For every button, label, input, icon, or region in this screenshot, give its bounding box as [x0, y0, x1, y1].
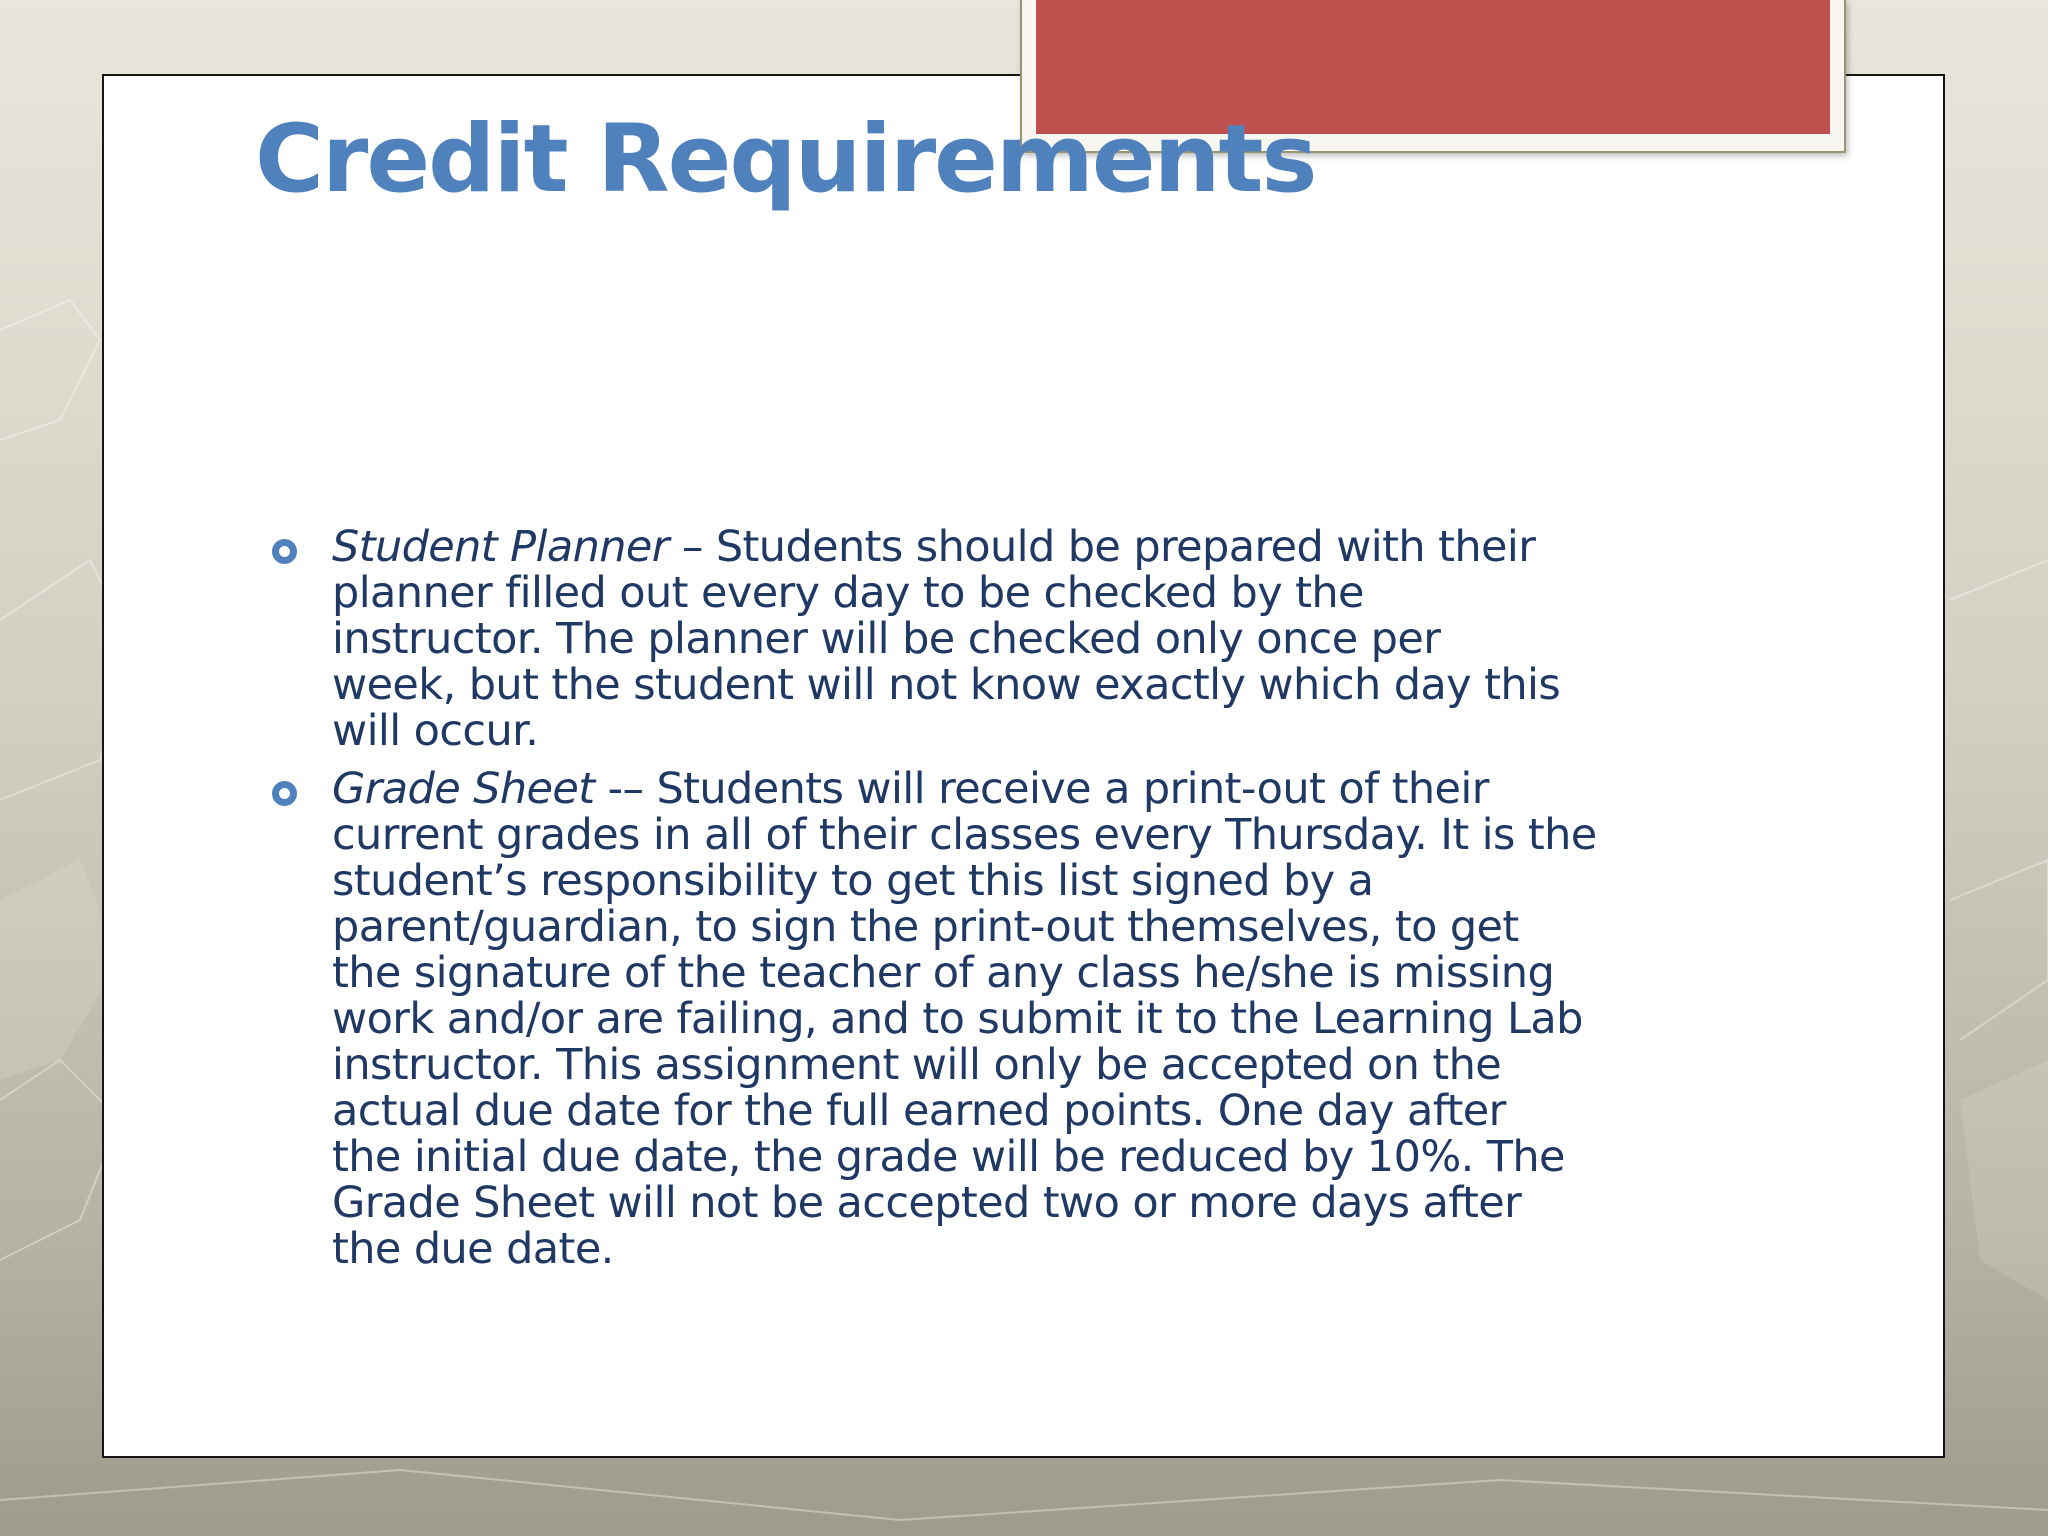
bullet-line: will occur. [332, 706, 539, 756]
bullet-line: the initial due date, the grade will be reduced by 10%. The [332, 1132, 1565, 1182]
bullet-line: Grade Sheet will not be accepted two or more days after [332, 1178, 1522, 1228]
bullet-line: parent/guardian, to sign the print-out themselves, to get [332, 902, 1519, 952]
bullet-line: actual due date for the full earned points. One day after [332, 1086, 1506, 1136]
bullet-term: Grade Sheet [332, 764, 595, 814]
bullet-line [332, 524, 1738, 570]
bullet-item-grade-sheet [268, 766, 1738, 1272]
bullet-line: week, but the student will not know exactly which day this [332, 660, 1561, 710]
bullet-text: -– Students will receive a print-out of their [594, 764, 1489, 814]
bullet-text: – Students should be prepared with their [668, 522, 1536, 572]
hollow-circle-bullet-icon [272, 539, 297, 564]
bullet-line: work and/or are failing, and to submit it to the Learning Lab [332, 994, 1583, 1044]
bullet-term: Student Planner [332, 522, 669, 572]
slide-title: Credit Requirements [255, 105, 1316, 214]
bullet-line: the due date. [332, 1224, 614, 1274]
bullet-line: the signature of the teacher of any class he/she is missing [332, 948, 1555, 998]
bullet-list [268, 524, 1738, 1284]
bullet-line: instructor. The planner will be checked only once per [332, 614, 1441, 664]
bullet-line: instructor. This assignment will only be accepted on the [332, 1040, 1502, 1090]
bullet-line: planner filled out every day to be checked by the [332, 568, 1364, 618]
bullet-line: student’s responsibility to get this list signed by a [332, 856, 1374, 906]
bullet-line [332, 766, 1738, 812]
bullet-item-student-planner [268, 524, 1738, 754]
bullet-line: current grades in all of their classes every Thursday. It is the [332, 810, 1597, 860]
hollow-circle-bullet-icon [272, 781, 297, 806]
